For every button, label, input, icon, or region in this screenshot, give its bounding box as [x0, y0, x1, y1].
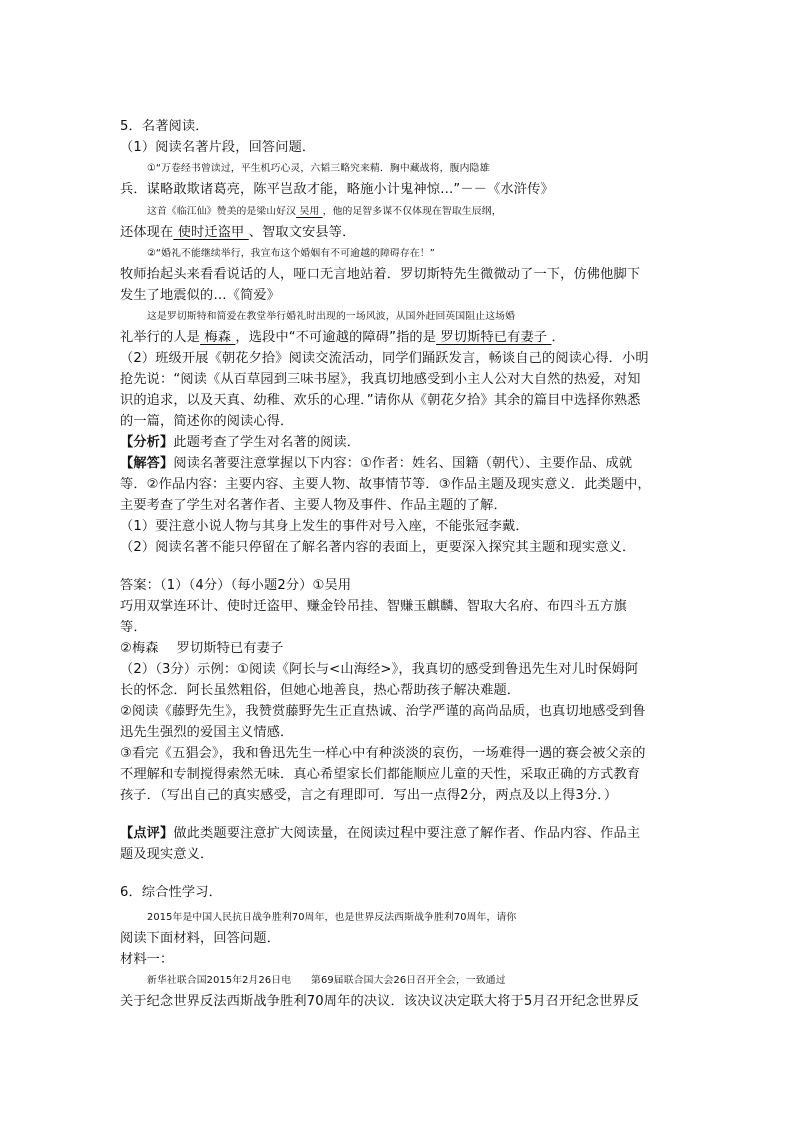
answer-line-2: 等．②作品内容：主要内容、主要人物、故事情节等．③作品主题及现实意义．此类题中，: [120, 477, 651, 492]
q2-answer-wife: 罗切斯特已有妻子: [436, 330, 552, 345]
key-line-5: （2）（3分）示例：①阅读《阿长与<山海经>》，我真切的感受到鲁迅先生对儿时保姆阿: [120, 662, 639, 677]
q1-answer-shiqian: 使时迁盗甲: [173, 225, 249, 240]
q1-text-a: 这首《临江仙》赞美的是梁山好汉: [147, 206, 297, 217]
key-line-11: 孩子．（写出自己的真实感受，言之有理即可．写出一点得2分，两点及以上得3分．）: [120, 788, 618, 803]
analysis-text: 此题考查了学生对名著的阅读．: [173, 435, 361, 450]
key-wife: 罗切斯特已有妻子: [176, 641, 284, 656]
key-line-3: 等．: [120, 620, 147, 635]
q6-title: 6．综合性学习．: [120, 885, 222, 900]
q5-title: 5．名著阅读．: [120, 119, 209, 134]
key-line-9: ③看完《五猖会》，我和鲁迅先生一样心中有种淡淡的哀伤，一场难得一遇的赛会被父亲的: [120, 746, 646, 761]
analysis-line: [120, 434, 680, 452]
material-line-2: 关于纪念世界反法西斯战争胜利70周年的决议．该决议决定联大将于5月召开纪念世界反: [120, 994, 640, 1009]
answer-tag: 【解答】: [120, 456, 174, 471]
q2-text-a: 礼举行的人是: [120, 330, 201, 345]
key-line-7: ②阅读《藤野先生》，我赞赏藤野先生正直热诚、治学严谨的高尚品质，也真切地感受到鲁: [120, 704, 646, 719]
q1-text-b: ，他的足智多谋不仅体现在智取生辰纲，: [322, 206, 502, 217]
q1-line-2: [120, 224, 680, 242]
q2-quote-line: ②“婚礼不能继续举行，我宣布这个婚姻有不可逾越的障碍存在！”: [147, 248, 435, 259]
answer-line-3: 主要考查了学生对名著作者、主要人物及事件、作品主题的了解．: [120, 498, 507, 513]
part2-line-2: 抢先说：“阅读《从百草园到三味书屋》，我真切地感受到小主人公对大自然的热爱，对知: [120, 372, 641, 387]
q2-text-b: ，选段中“不可逾越的障碍”指的是: [235, 330, 437, 345]
part2-line-1: （2）班级开展《朝花夕拾》阅读交流活动，同学们踊跃发言，畅谈自己的阅读心得．小明: [120, 351, 649, 366]
answer-line-4: （1）要注意小说人物与其身上发生的事件对号入座，不能张冠李戴．: [120, 519, 529, 534]
q1-answer-wuyong: 吴用: [296, 206, 323, 217]
material-line-1: 新华社联合国2015年2月26日电 第69届联合国大会26日召开全会，一致通过: [147, 975, 506, 986]
key-meisen: ②梅森: [120, 641, 159, 656]
poem-line-2: 兵．谋略敢欺诸葛亮，陈平岂敌才能，略施小计鬼神惊…”－－《水浒传》: [120, 182, 554, 197]
poem-line-1: ①“万卷经书曾读过，平生机巧心灵，六韬三略究来精．胸中藏战将，腹内隐雄: [147, 163, 490, 174]
q1-line-1: [147, 203, 707, 221]
key-line-4: [120, 640, 680, 658]
material-label: 材料一：: [120, 952, 174, 967]
q2-line-4: 这是罗切斯特和简爱在教堂举行婚礼时出现的一场风波，从国外赶回英国阻止这场婚: [147, 311, 516, 322]
part2-line-3: 识的追求，以及天真、幼稚、欢乐的心理．”请你从《朝花夕拾》其余的篇目中选择你熟悉: [120, 393, 641, 408]
q5-part1-prompt: （1）阅读名著片段，回答问题．: [120, 140, 316, 155]
q2-text-c: ．: [551, 330, 565, 345]
answer-line-1: [120, 455, 680, 473]
q2-line-3: 发生了地震似的…《简爱》: [120, 288, 281, 303]
key-line-2: 巧用双掌连环计、使时迁盗甲、赚金铃吊挂、智赚玉麒麟、智取大名府、布四斗五方旗: [120, 599, 627, 614]
q6-intro-line-2: 阅读下面材料，回答问题．: [120, 931, 281, 946]
part2-line-4: 的一篇，简述你的阅读心得．: [120, 414, 294, 429]
q1-text-c: 还体现在: [120, 225, 174, 240]
comment-text-1: 做此类题要注意扩大阅读量，在阅读过程中要注意了解作者、作品内容、作品主: [173, 826, 641, 841]
comment-line-1: [120, 825, 680, 843]
answer-line-5: （2）阅读名著不能只停留在了解名著内容的表面上，更要深入探究其主题和现实意义．: [120, 540, 636, 555]
key-line-8: 迅先生强烈的爱国主义情感．: [120, 725, 294, 740]
q6-intro-line-1: 2015年是中国人民抗日战争胜利70周年，也是世界反法西斯战争胜利70周年，请你: [147, 912, 517, 923]
key-line-1: 答案：（1）（4分）（每小题2分）①吴用: [120, 578, 352, 593]
answer-text-1: 阅读名著要注意掌握以下内容：①作者：姓名、国籍（朝代）、主要作品、成就: [173, 456, 633, 471]
analysis-tag: 【分析】: [120, 435, 174, 450]
key-line-10: 不理解和专制搅得索然无味．真心希望家长们都能顺应儿童的天性，采取正确的方式教育: [120, 767, 641, 782]
comment-line-2: 题及现实意义．: [120, 847, 214, 862]
q1-text-d: 、智取文安县等．: [248, 225, 356, 240]
q2-line-2: 牧师抬起头来看看说话的人，哑口无言地站着．罗切斯特先生微微动了一下，仿佛他脚下: [120, 267, 641, 282]
key-line-6: 长的怀念．阿长虽然粗俗，但她心地善良，热心帮助孩子解决难题．: [120, 683, 521, 698]
comment-tag: 【点评】: [120, 826, 174, 841]
q2-answer-meisen: 梅森: [200, 330, 236, 345]
q2-line-5: [120, 329, 680, 347]
